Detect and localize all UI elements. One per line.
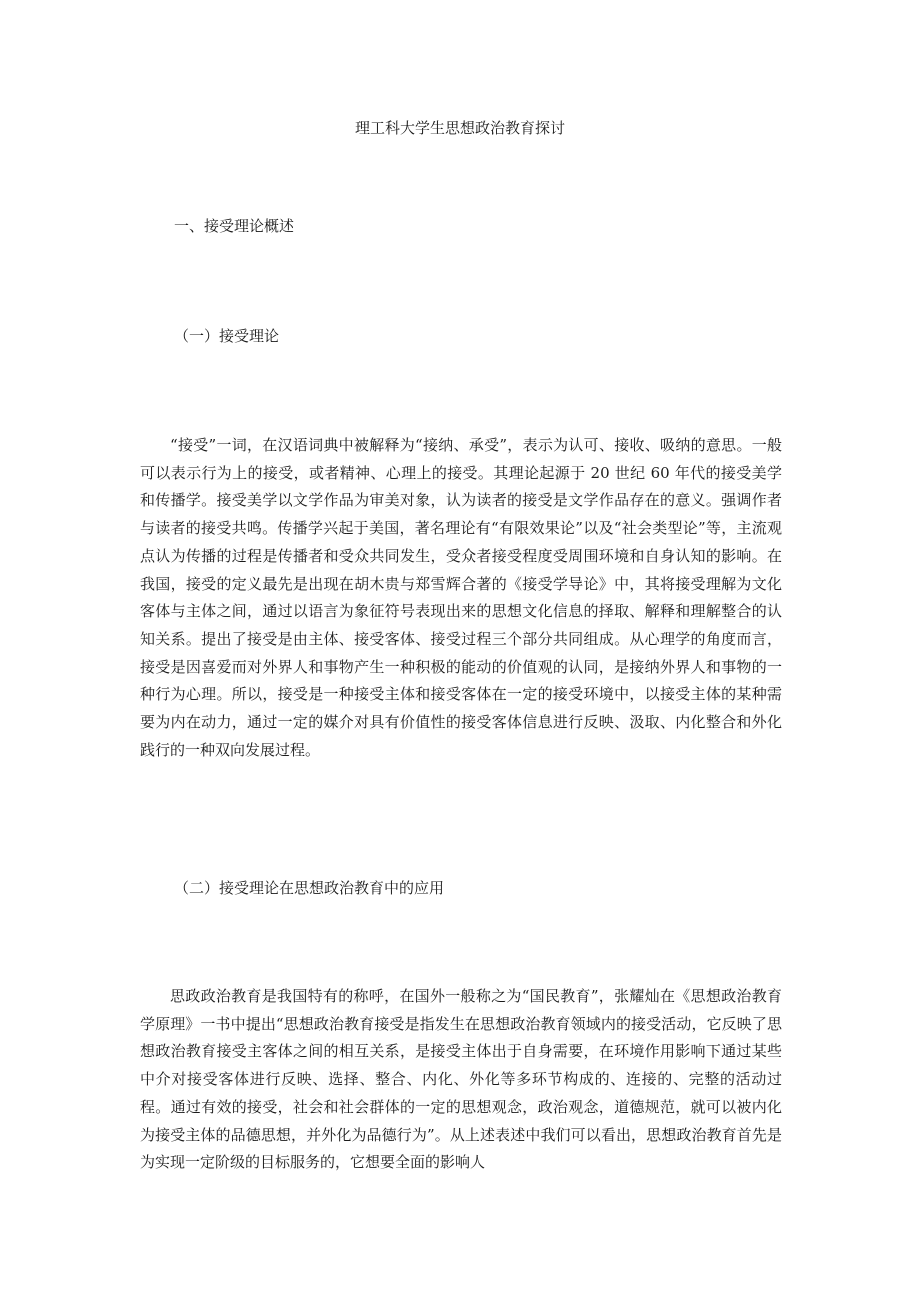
section-heading-1: 一、接受理论概述 [174,217,295,235]
subsection-heading-2: （二）接受理论在思想政治教育中的应用 [174,879,445,897]
body-paragraph-2: 思政政治教育是我国特有的称呼，在国外一般称之为“国民教育”，张耀灿在《思想政治教育学原理》一书中提出“思想政治教育接受是指发生在思想政治教育领域内的接受活动，它反映了思想政治教育接受主客体之间的相互关系，是接受主体出于自身需要，在环境作用影响下通过某些中介对接受客体进行反映、选择、整合、内化、外化等多环节构成的、连接的、完整的活动过程。通过有效的接受，社会和社会群体的一定的思想观念，政治观念，道德规范，就可以被内化为接受主体的品德思想，并外化为品德行为”。从上述表述中我们可以看出，思想政治教育首先是为实现一定阶级的目标服务的，它想要全面的影响人 [140,987,782,1172]
body-paragraph-1: “接受”一词，在汉语词典中被解释为“接纳、承受”，表示为认可、接收、吸纳的意思。一般可以表示行为上的接受，或者精神、心理上的接受。其理论起源于 20 世纪 60 年代的接受美学和传播学。接受美学以文学作品为审美对象，认为读者的接受是文学作品存在的意义。强调作者与读者的接受共鸣。传播学兴起于美国，著名理论有“有限效果论”以及“社会类型论”等，主流观点认为传播的过程是传播者和受众共同发生，受众者接受程度受周围环境和自身认知的影响。在我国，接受的定义最先是出现在胡木贵与郑雪辉合著的《接受学导论》中，其将接受理解为文化客体与主体之间，通过以语言为象征符号表现出来的思想文化信息的择取、解释和理解整合的认知关系。提出了接受是由主体、接受客体、接受过程三个部分共同组成。从心理学的角度而言，接受是因喜爱而对外界人和事物产生一种积极的能动的价值观的认同，是接纳外界人和事物的一种行为心理。所以，接受是一种接受主体和接受客体在一定的接受环境中，以接受主体的某种需要为内在动力，通过一定的媒介对具有价值性的接受客体信息进行反映、汲取、内化整合和外化践行的一种双向发展过程。 [140,436,782,759]
subsection-heading-1: （一）接受理论 [174,327,280,345]
document-title: 理工科大学生思想政治教育探讨 [354,119,565,137]
